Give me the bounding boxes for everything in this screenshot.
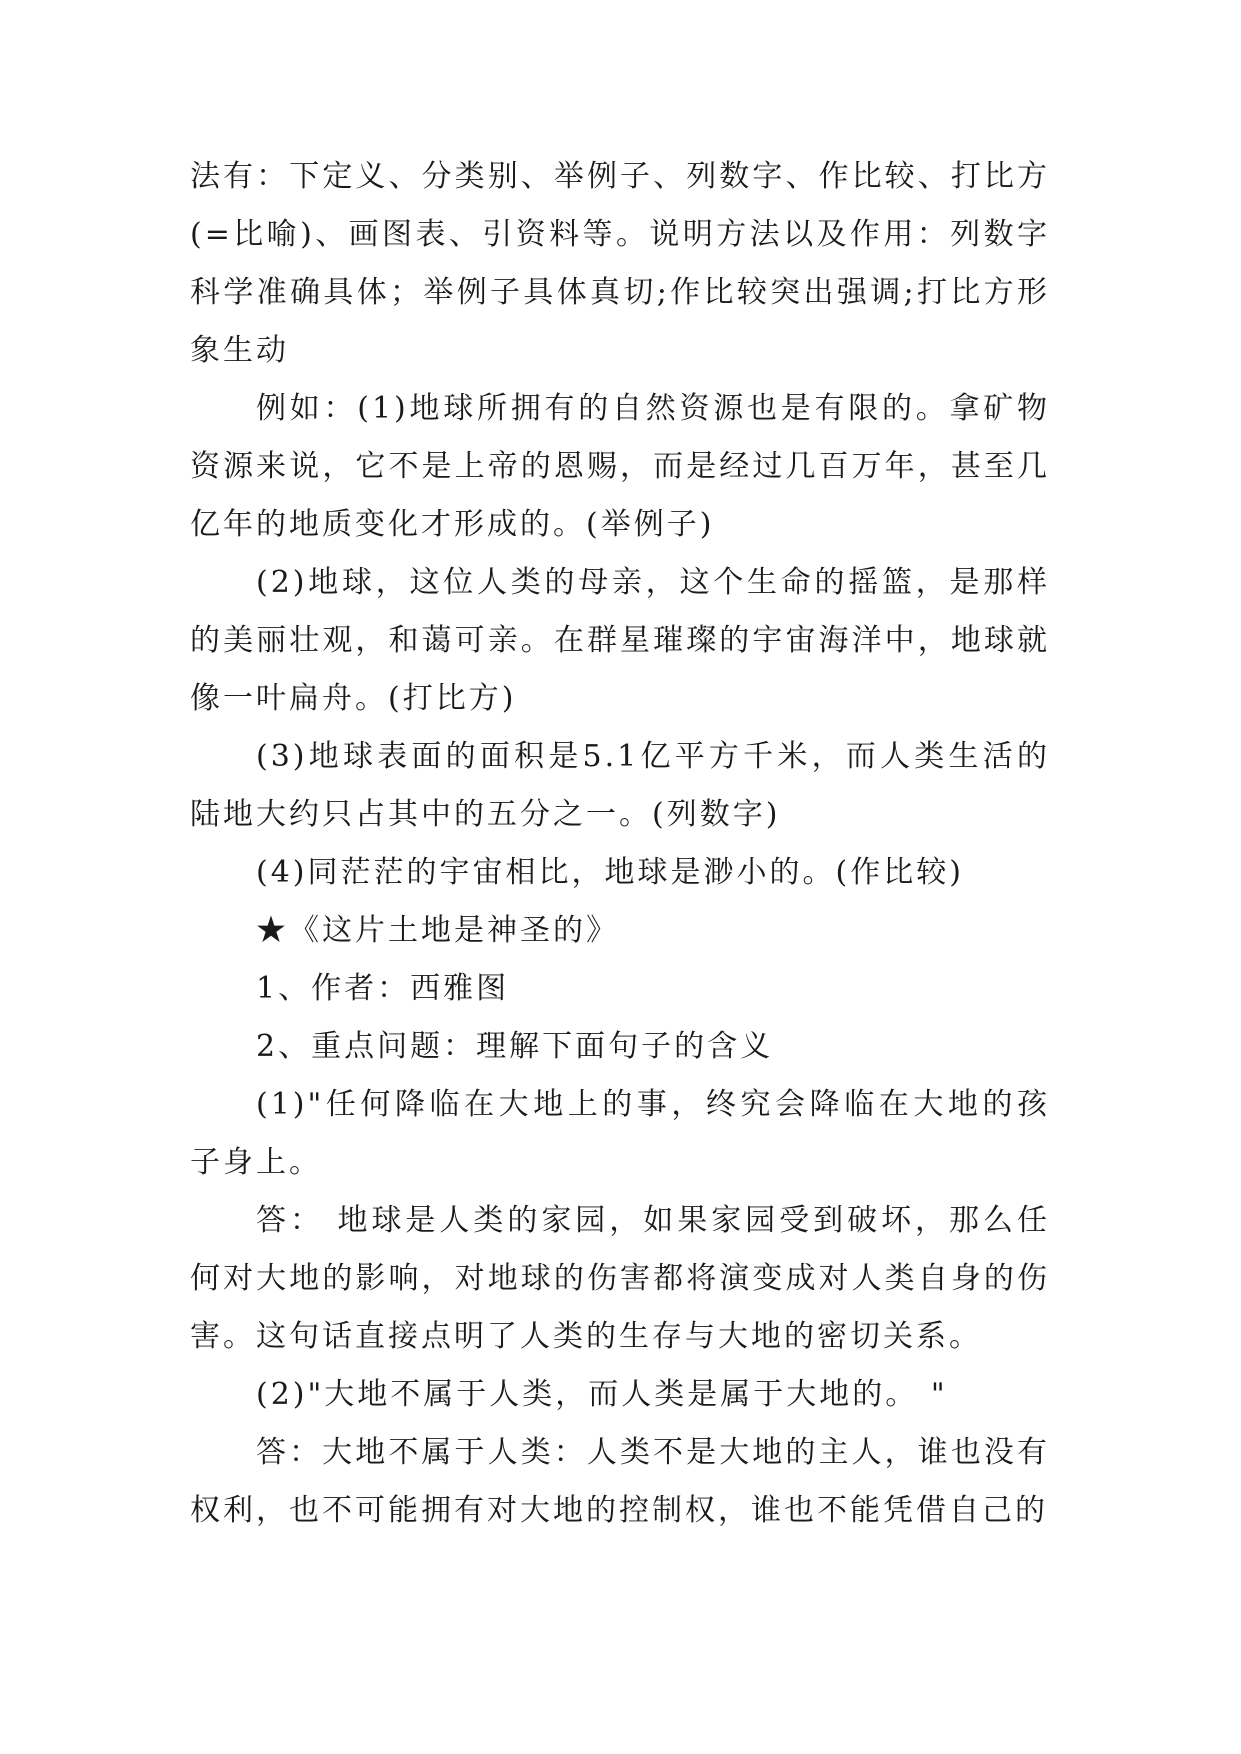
- answer-1: 答： 地球是人类的家园，如果家园受到破坏，那么任何对大地的影响，对地球的伤害都将演变成对人类自身的伤害。这句话直接点明了人类的生存与大地的密切关系。: [190, 1203, 1050, 1354]
- paragraph-1: 法有：下定义、分类别、举例子、列数字、作比较、打比方(=比喻)、画图表、引资料等。说明方法以及作用：列数字科学准确具体；举例子具体真切;作比较突出强调;打比方形象生动: [190, 159, 1050, 368]
- key-question-heading: 2、重点问题：理解下面句子的含义: [256, 1029, 774, 1064]
- paragraph-4: (3)地球表面的面积是5.1亿平方千米，而人类生活的陆地大约只占其中的五分之一。(列数字): [190, 739, 1050, 832]
- paragraph-5: (4)同茫茫的宇宙相比，地球是渺小的。(作比较): [256, 855, 964, 890]
- document-page: [190, 148, 1050, 1540]
- question-1: (1)"任何降临在大地上的事，终究会降临在大地的孩子身上。: [190, 1087, 1050, 1180]
- question-2: (2)"大地不属于人类，而人类是属于大地的。 ": [256, 1377, 948, 1412]
- author-line: 1、作者：西雅图: [256, 971, 510, 1006]
- answer-2: 答：大地不属于人类：人类不是大地的主人，谁也没有权利，也不可能拥有对大地的控制权，谁也不能凭借自己的: [190, 1435, 1050, 1528]
- section-heading: ★《这片土地是神圣的》: [256, 913, 619, 948]
- paragraph-3: (2)地球，这位人类的母亲，这个生命的摇篮，是那样的美丽壮观，和蔼可亲。在群星璀璨的宇宙海洋中，地球就像一叶扁舟。(打比方): [190, 565, 1050, 716]
- paragraph-2: 例如：(1)地球所拥有的自然资源也是有限的。拿矿物资源来说，它不是上帝的恩赐，而是经过几百万年，甚至几亿年的地质变化才形成的。(举例子): [190, 391, 1050, 542]
